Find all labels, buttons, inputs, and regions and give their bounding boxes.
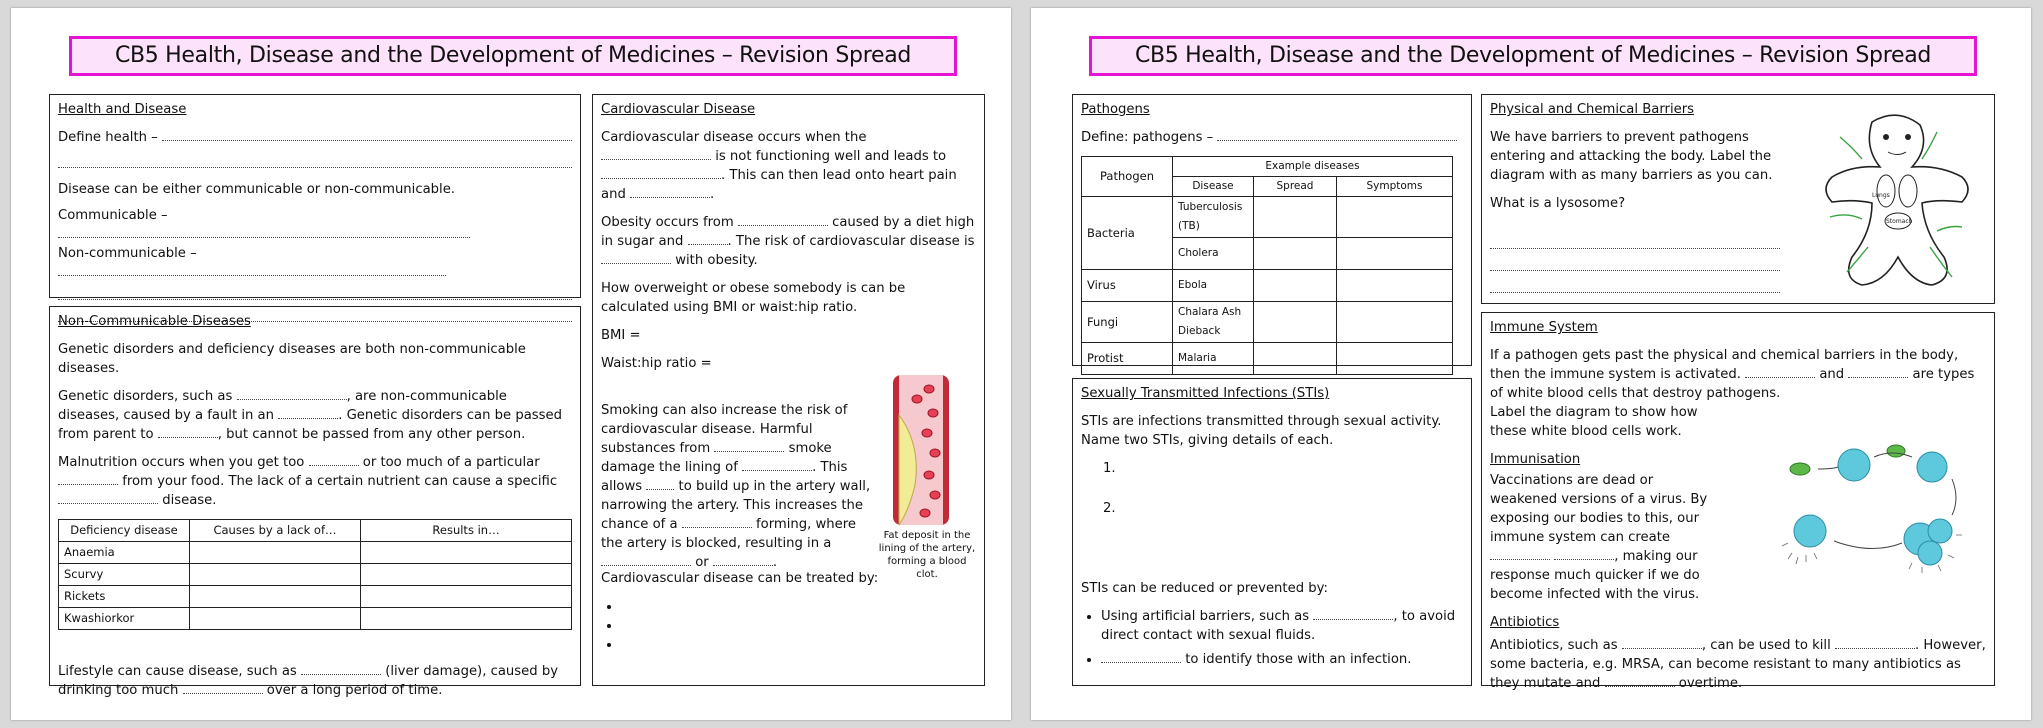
list-item [1101, 650, 1463, 669]
text: , making our response much quicker if we do become infected with the virus. [1490, 549, 1700, 602]
text: Using artificial barriers, such as [1101, 609, 1310, 624]
table-cell: Protist [1082, 343, 1173, 375]
list-item[interactable] [621, 597, 976, 616]
pathogens-heading: Pathogens [1081, 102, 1150, 117]
define-pathogens-label: Define: pathogens – [1081, 130, 1214, 145]
text: Genetic disorders, such as [58, 389, 233, 404]
text: (liver damage), caused by drinking too much [58, 664, 558, 698]
define-health-label: Define health – [58, 130, 158, 145]
cardio-p3: How overweight or obese somebody is can be calculated using BMI or waist:hip ratio. [601, 281, 906, 315]
text: overtime. [1678, 676, 1743, 691]
answer-line[interactable] [1490, 275, 1780, 293]
list-item[interactable]: 2. [1103, 501, 1116, 516]
answer-cell[interactable] [361, 564, 572, 586]
answer-cell[interactable] [1337, 302, 1453, 343]
answer-cell[interactable] [361, 586, 572, 608]
health-disease-box [49, 94, 581, 298]
bmi-label: BMI = [601, 328, 641, 343]
table-cell: Chalara Ash Dieback [1173, 302, 1254, 343]
text: from your food. The lack of a certain nutrient can cause a specific [122, 474, 558, 489]
communicable-label: Communicable – [58, 208, 168, 223]
answer-cell[interactable] [361, 608, 572, 630]
text: Lifestyle can cause disease, such as [58, 664, 297, 679]
text: Cardiovascular disease occurs when the [601, 130, 867, 145]
text: . Genetic disorders can be passed from parent to [58, 408, 563, 442]
sti-prevention-list [1081, 607, 1463, 669]
noncomm-p1: Genetic disorders and deficiency diseases are both non-communicable diseases. [58, 342, 526, 376]
table-cell: Bacteria [1082, 197, 1173, 270]
text: disease. [162, 493, 217, 508]
table-cell: Scurvy [59, 564, 190, 586]
answer-cell[interactable] [190, 564, 361, 586]
text: . This can then lead onto heart pain and [601, 168, 957, 202]
answer-cell[interactable] [1254, 302, 1337, 343]
sti-list [1081, 459, 1463, 579]
table-header: Deficiency disease [59, 520, 190, 542]
lysosome-question: What is a lysosome? [1490, 196, 1626, 211]
health-heading: Health and Disease [58, 102, 187, 117]
text: Smoking can also increase the risk of cardiovascular disease. Harmful substances from [601, 403, 848, 456]
text: , to avoid direct contact with sexual fluids. [1101, 609, 1456, 643]
sti-box [1072, 378, 1472, 686]
answer-cell[interactable] [190, 542, 361, 564]
list-item[interactable]: 1. [1103, 461, 1116, 476]
answer-cell[interactable] [1254, 197, 1337, 238]
sti-heading: Sexually Transmitted Infections (STIs) [1081, 386, 1330, 401]
table-header: Pathogen [1082, 157, 1173, 197]
text: , but cannot be passed from any other person. [217, 427, 526, 442]
text: . The risk of cardiovascular disease is [727, 234, 975, 249]
left-page [11, 8, 1011, 720]
list-item [1101, 607, 1463, 645]
text: forming, where the artery is blocked, resulting in a [601, 517, 857, 551]
text: . This allows [601, 460, 848, 494]
artery-caption: Fat deposit in the lining of the artery, forming a blood clot. [878, 530, 976, 580]
list-item[interactable] [621, 635, 976, 654]
answer-cell[interactable] [1254, 238, 1337, 270]
white-blood-cell-diagram [1762, 443, 1982, 573]
immunisation-heading: Immunisation [1490, 452, 1581, 467]
page-title: CB5 Health, Disease and the Development of Medicines – Revision Spread [1089, 36, 1977, 76]
answer-cell[interactable] [1254, 343, 1337, 375]
treatment-list [601, 597, 976, 654]
smoking-text: Smoking can also increase the risk of cardiovascular disease. Harmful substances from smoke damage the lining of . This allows to build up in the artery wall, narrowing the artery. This increases the chance of a forming, where the artery is blocked, resulting in a or . [601, 403, 871, 570]
pathogen-table [1081, 156, 1453, 375]
answer-cell[interactable] [1337, 238, 1453, 270]
table-cell: Kwashiorkor [59, 608, 190, 630]
answer-cell[interactable] [1337, 343, 1453, 375]
text: and [1819, 367, 1845, 382]
answer-cell[interactable] [190, 608, 361, 630]
pathogens-box [1072, 94, 1472, 366]
table-cell: Fungi [1082, 302, 1173, 343]
text: , can be used to kill [1701, 638, 1831, 653]
comm-text: Disease can be either communicable or non-communicable. [58, 182, 456, 197]
text: is not functioning well and leads to [715, 149, 947, 164]
text: Obesity occurs from [601, 215, 734, 230]
table-header: Example diseases [1173, 157, 1453, 177]
table-cell: Tuberculosis (TB) [1173, 197, 1254, 238]
page-title: CB5 Health, Disease and the Development of Medicines – Revision Spread [69, 36, 957, 76]
table-cell: Rickets [59, 586, 190, 608]
immune-p2: Label the diagram to show how these white blood cells work. [1490, 405, 1698, 439]
text: smoke damage the lining of [601, 441, 832, 475]
text: , are non-communicable diseases, caused by a fault in an [58, 389, 507, 423]
cardiovascular-box: Cardiovascular Disease Cardiovascular disease occurs when the is not functioning well and leads to . This can then lead onto heart pain and . Obesity occurs from caused by a diet high in sugar and . The risk of cardiovascular disease is with obesity. How overweight or obese somebody is can be calculated using BMI or waist:hip ratio. BMI = Waist:hip ratio = Smoking can also increase the risk of cardiovascular disease. Harmful substances from smoke damage the lining of . This allows to build up in the artery wall, narrowing the artery. This increases the chance of a forming, where the artery is blocked, resulting in a or . Fat deposit in the lining of the artery, forming a blood clot. Cardiovascular disease can be treated by: • • • [592, 94, 985, 686]
answer-line[interactable] [58, 282, 572, 300]
table-header: Spread [1254, 177, 1337, 197]
table-cell: Virus [1082, 270, 1173, 302]
treated-label: Cardiovascular disease can be treated by: [601, 571, 879, 586]
table-cell: Cholera [1173, 238, 1254, 270]
list-item[interactable] [621, 616, 976, 635]
table-cell: Anaemia [59, 542, 190, 564]
table-cell: Ebola [1173, 270, 1254, 302]
artery-diagram [891, 375, 951, 525]
table-header: Results in… [361, 520, 572, 542]
immune-heading: Immune System [1490, 320, 1598, 335]
lungs-label: Lungs [1872, 192, 1890, 199]
body-diagram [1812, 107, 1982, 297]
antibiotics-heading: Antibiotics [1490, 615, 1560, 630]
noncommunicable-box [49, 306, 581, 698]
text: with obesity. [675, 253, 758, 268]
answer-line[interactable] [1490, 253, 1780, 271]
barriers-box [1481, 94, 1995, 304]
text: Antibiotics, such as [1490, 638, 1618, 653]
answer-line[interactable] [1490, 231, 1780, 249]
text: are types of white blood cells that destroy pathogens. [1490, 367, 1975, 401]
text: or too much of a particular [362, 455, 540, 470]
stomach-label: Stomach [1886, 218, 1913, 225]
sti-reduced: STIs can be reduced or prevented by: [1081, 581, 1328, 596]
text: Vaccinations are dead or weakened versions of a virus. By exposing our bodies to this, our immune system can create [1490, 473, 1708, 545]
noncomm-heading: Non-Communicable Diseases [58, 314, 251, 329]
text: Malnutrition occurs when you get too [58, 455, 305, 470]
sti-p1: STIs are infections transmitted through sexual activity. Name two STIs, giving details of each. [1081, 414, 1442, 448]
table-header: Disease [1173, 177, 1254, 197]
answer-cell[interactable] [190, 586, 361, 608]
text: or [695, 555, 709, 570]
answer-cell[interactable] [361, 542, 572, 564]
table-header: Symptoms [1337, 177, 1453, 197]
text: . However, some bacteria, e.g. MRSA, can become resistant to many antibiotics as they mutate and [1490, 638, 1986, 691]
deficiency-table [58, 519, 572, 630]
barriers-heading: Physical and Chemical Barriers [1490, 102, 1695, 117]
answer-cell[interactable] [1254, 270, 1337, 302]
text: to identify those with an infection. [1185, 652, 1412, 667]
text: If a pathogen gets past the physical and chemical barriers in the body, then the immune system is activated. [1490, 348, 1959, 382]
barriers-p1: We have barriers to prevent pathogens entering and attacking the body. Label the diagram with as many barriers as you can. [1490, 130, 1773, 183]
text: over a long period of time. [266, 683, 443, 698]
answer-cell[interactable] [1337, 197, 1453, 238]
text: to build up in the artery wall, narrowing the artery. This increases the chance of a [601, 479, 871, 532]
answer-line[interactable] [58, 150, 572, 168]
table-cell: Malaria [1173, 343, 1254, 375]
table-header: Causes by a lack of… [190, 520, 361, 542]
right-page [1031, 8, 2031, 720]
noncommunicable-label: Non-communicable – [58, 246, 197, 261]
text: caused by a diet high in sugar and [601, 215, 975, 249]
cardio-heading: Cardiovascular Disease [601, 102, 756, 117]
answer-cell[interactable] [1337, 270, 1453, 302]
immune-box [1481, 312, 1995, 691]
waist-label: Waist:hip ratio = [601, 356, 712, 371]
